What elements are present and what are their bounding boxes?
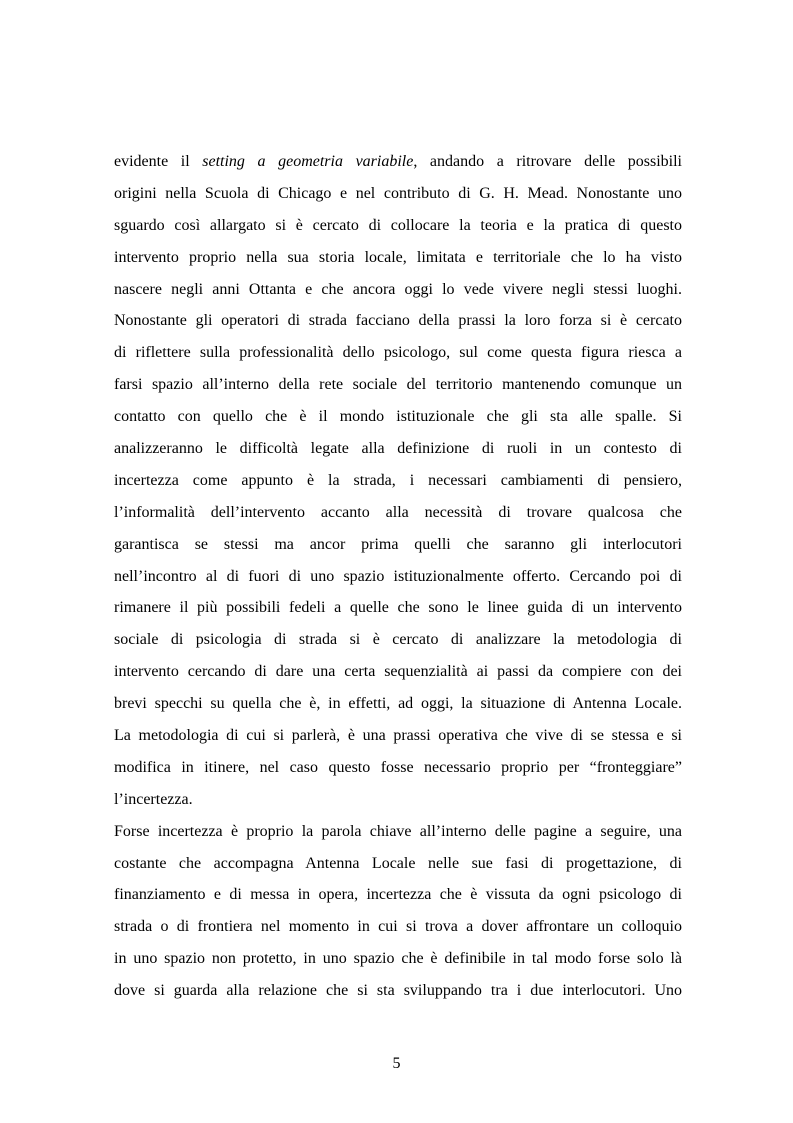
- text-line: in uno spazio non protetto, in uno spazio che è definibile in tal modo forse solo là: [114, 950, 682, 968]
- text-line: nell’incontro al di fuori di uno spazio istituzionalmente offerto. Cercando poi di: [114, 567, 682, 585]
- text-line: evidente il setting a geometria variabile, andando a ritrovare delle possibili: [114, 153, 682, 170]
- text-line: intervento cercando di dare una certa sequenzialità ai passi da compiere con dei: [114, 663, 682, 681]
- text-line: sociale di psicologia di strada si è cercato di analizzare la metodologia di: [114, 631, 682, 649]
- emphasis-setting: setting a geometria variabile: [202, 153, 414, 170]
- text-line: contatto con quello che è il mondo istituzionale che gli sta alle spalle. Si: [114, 408, 682, 426]
- text-line: analizzeranno le difficoltà legate alla definizione di ruoli in un contesto di: [114, 440, 682, 458]
- text-line: costante che accompagna Antenna Locale nelle sue fasi di progettazione, di: [114, 854, 682, 872]
- page-number: 5: [392, 1055, 401, 1072]
- text-line: brevi specchi su quella che è, in effetti, ad oggi, la situazione di Antenna Locale.: [114, 695, 682, 713]
- text-line: dove si guarda alla relazione che si sta sviluppando tra i due interlocutori. Uno: [114, 982, 682, 1000]
- text-line: intervento proprio nella sua storia locale, limitata e territoriale che lo ha visto: [114, 248, 682, 266]
- text-line: garantisca se stessi ma ancor prima quelli che saranno gli interlocutori: [114, 535, 682, 553]
- text-line: l’informalità dell’intervento accanto alla necessità di trovare qualcosa che: [114, 503, 682, 521]
- text-line: farsi spazio all’interno della rete sociale del territorio mantenendo comunque un: [114, 376, 682, 394]
- text-line: Nonostante gli operatori di strada facciano della prassi la loro forza si è cercato: [114, 312, 682, 330]
- text-line: incertezza come appunto è la strada, i necessari cambiamenti di pensiero,: [114, 471, 682, 489]
- text-line: origini nella Scuola di Chicago e nel contributo di G. H. Mead. Nonostante uno: [114, 184, 682, 202]
- text-line: strada o di frontiera nel momento in cui si trova a dover affrontare un colloquio: [114, 918, 682, 936]
- text-line: di riflettere sulla professionalità dello psicologo, sul come questa figura riesca a: [114, 344, 682, 362]
- body-text: [114, 146, 682, 1007]
- text-line: modifica in itinere, nel caso questo fosse necessario proprio per “fronteggiare”: [114, 758, 682, 776]
- text-line: rimanere il più possibili fedeli a quelle che sono le linee guida di un intervento: [114, 599, 682, 617]
- text-line: Forse incertezza è proprio la parola chiave all’interno delle pagine a seguire, una: [114, 822, 682, 840]
- text-line: finanziamento e di messa in opera, incertezza che è vissuta da ogni psicologo di: [114, 886, 682, 904]
- text-line: nascere negli anni Ottanta e che ancora oggi lo vede vivere negli stessi luoghi.: [114, 280, 682, 298]
- text-line: sguardo così allargato si è cercato di collocare la teoria e la pratica di questo: [114, 216, 682, 234]
- text-line: La metodologia di cui si parlerà, è una prassi operativa che vive di se stessa e si: [114, 727, 682, 745]
- text-line: l’incertezza.: [114, 790, 193, 808]
